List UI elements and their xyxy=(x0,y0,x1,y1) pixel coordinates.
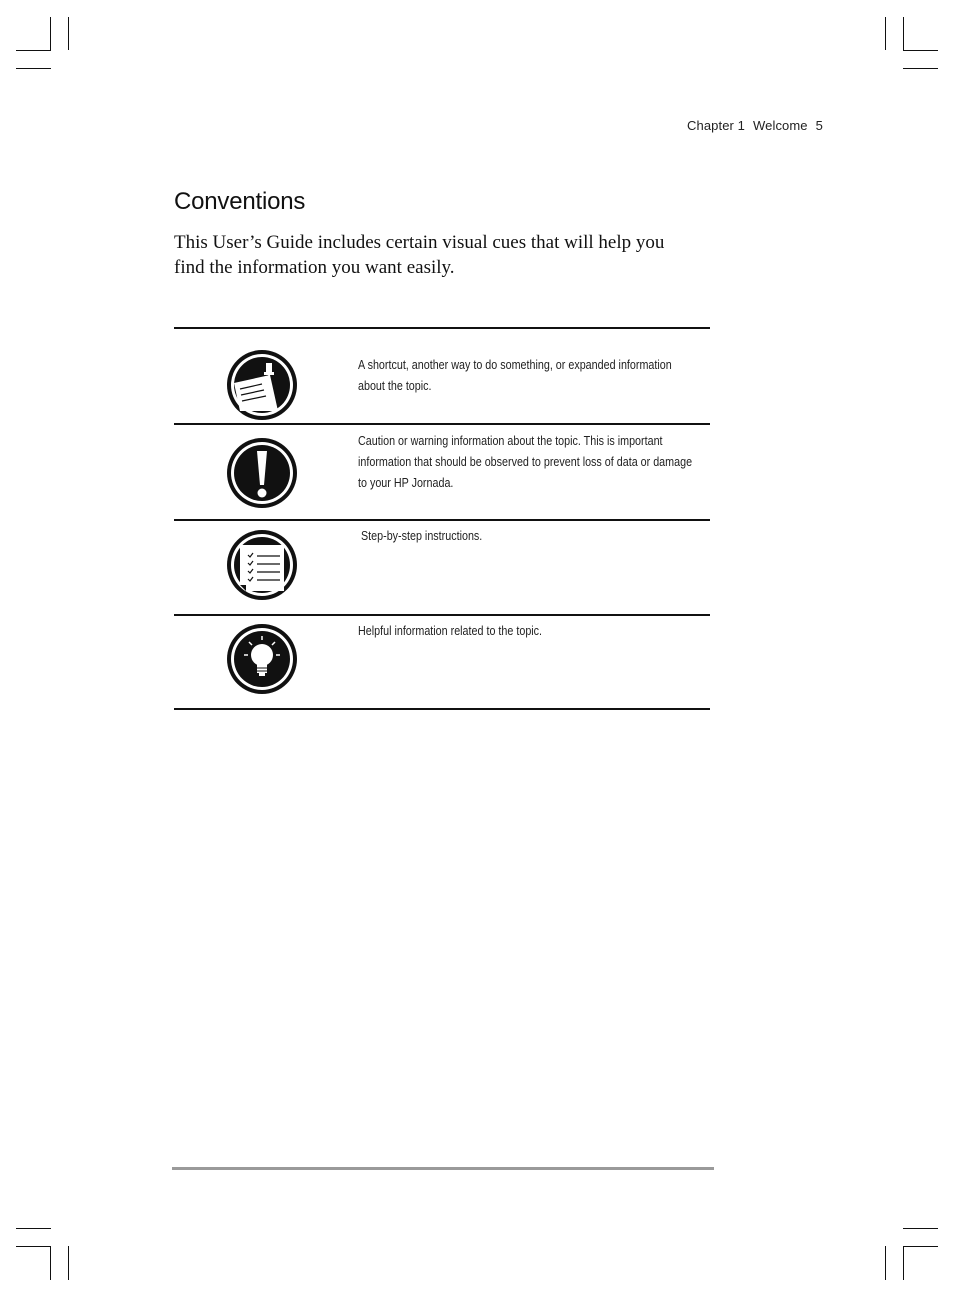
page-title: Conventions xyxy=(174,188,306,215)
convention-row-note xyxy=(174,327,710,423)
running-header xyxy=(687,118,823,133)
convention-row-tip xyxy=(174,614,710,710)
intro-paragraph: This User’s Guide includes certain visual cues that will help you find the information you want easily. xyxy=(174,232,665,278)
caution-exclamation-icon xyxy=(226,437,298,509)
footer-rule xyxy=(172,1167,714,1170)
convention-text: A shortcut, another way to do something, or expanded information about the topic. xyxy=(358,358,672,393)
convention-text: Step-by-step instructions. xyxy=(361,529,483,543)
convention-row-steps xyxy=(174,519,710,614)
chapter-label: Chapter 1 xyxy=(687,118,745,133)
convention-row-caution xyxy=(174,423,710,519)
checklist-icon xyxy=(226,529,298,601)
page-number: 5 xyxy=(815,118,823,133)
lightbulb-icon xyxy=(226,623,298,695)
convention-text: Caution or warning information about the topic. This is important information that should be observed to prevent loss of data or damage to your HP Jornada. xyxy=(358,434,693,490)
note-pushpin-icon xyxy=(226,349,298,421)
convention-text: Helpful information related to the topic. xyxy=(358,624,543,638)
conventions-table xyxy=(174,327,710,710)
section-label: Welcome xyxy=(753,118,808,133)
